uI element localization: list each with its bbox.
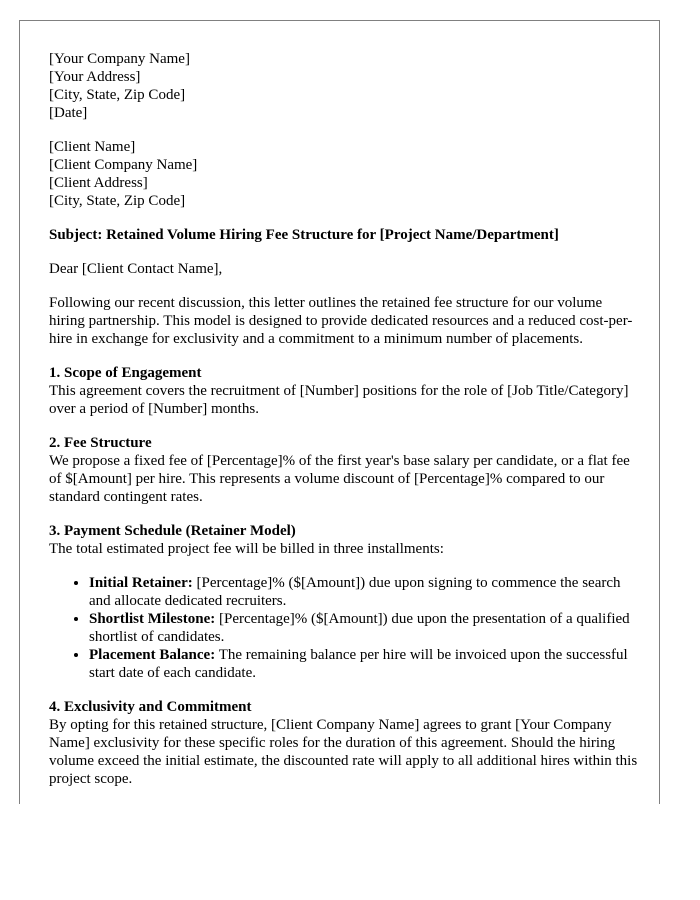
section-heading: 4. Exclusivity and Commitment — [49, 699, 252, 715]
list-item-label: Initial Retainer: — [89, 575, 193, 591]
section-body: This agreement covers the recruitment of [Number] positions for the role of [Job Title/Category] over a period of [Number] months. — [49, 383, 629, 417]
recipient-name: [Client Name] — [49, 139, 136, 155]
section-heading: 3. Payment Schedule (Retainer Model) — [49, 523, 296, 539]
section-body: The total estimated project fee will be billed in three installments: — [49, 541, 444, 557]
payment-list — [49, 574, 639, 682]
list-item — [89, 610, 639, 646]
recipient-address-line: [Client Address] — [49, 175, 148, 191]
recipient-address — [49, 138, 639, 210]
list-item-label: Placement Balance: — [89, 647, 216, 663]
letter-page — [19, 20, 660, 804]
sender-city: [City, State, Zip Code] — [49, 87, 186, 103]
sender-address-line: [Your Address] — [49, 69, 141, 85]
sender-company: [Your Company Name] — [49, 51, 190, 67]
section-payment-schedule — [49, 522, 639, 682]
intro-paragraph: Following our recent discussion, this letter outlines the retained fee structure for our volume hiring partnership. This model is designed to provide dedicated resources and a reduced cost-per-hire in exchange for exclusivity and a commitment to a minimum number of placements. — [49, 295, 633, 347]
section-heading: 2. Fee Structure — [49, 435, 152, 451]
section-exclusivity — [49, 698, 639, 788]
sender-address — [49, 50, 639, 122]
letter-content — [49, 50, 639, 804]
salutation: Dear [Client Contact Name], — [49, 261, 223, 277]
list-item — [89, 646, 639, 682]
list-item — [89, 574, 639, 610]
recipient-company: [Client Company Name] — [49, 157, 198, 173]
section-fee-structure — [49, 434, 639, 506]
list-item-text: The remaining balance per hire will be invoiced upon the successful start date of each candidate. — [89, 647, 628, 681]
section-heading: 1. Scope of Engagement — [49, 365, 202, 381]
section-body: We propose a fixed fee of [Percentage]% of the first year's base salary per candidate, or a flat fee of $[Amount] per hire. This represents a volume discount of [Percentage]% compared to our standard contingent rates. — [49, 453, 630, 505]
list-item-text: [Percentage]% ($[Amount]) due upon the presentation of a qualified shortlist of candidates. — [89, 611, 630, 645]
list-item-text: [Percentage]% ($[Amount]) due upon signing to commence the search and allocate dedicated recruiters. — [89, 575, 621, 609]
letter-subject: Subject: Retained Volume Hiring Fee Structure for [Project Name/Department] — [49, 227, 559, 243]
section-scope — [49, 364, 639, 418]
section-body: By opting for this retained structure, [Client Company Name] agrees to grant [Your Company Name] exclusivity for these specific roles for the duration of this agreement. Should the hiring volume exceed the initial estimate, the discounted rate will apply to all additional hires within this project scope. — [49, 717, 638, 787]
recipient-city: [City, State, Zip Code] — [49, 193, 186, 209]
list-item-label: Shortlist Milestone: — [89, 611, 216, 627]
letter-date: [Date] — [49, 105, 88, 121]
